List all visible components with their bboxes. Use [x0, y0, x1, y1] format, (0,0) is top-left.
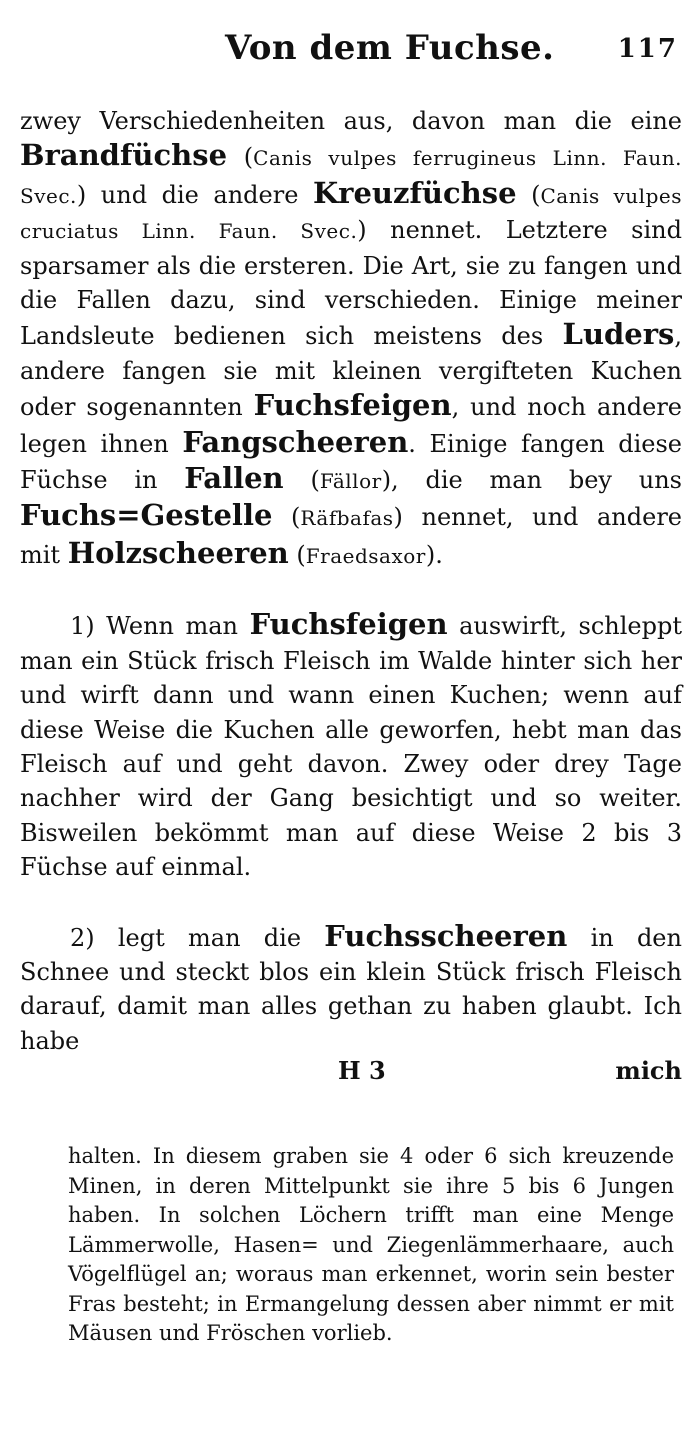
paragraph-intro: zwey Verschiedenheiten aus, davon man die eine Brandfüchse (Canis vulpes ferrugineus Linn. Faun. Svec.) und die andere Kreuzfüchse (Canis vulpes cruciatus Linn. Faun. Svec.) nennet. Letztere sind sparsamer als die ersteren. Die Art, sie zu fangen und die Fallen dazu, sind verschieden. Einige meiner Landsleute bedienen sich meistens des Luders, andere fangen sie mit kleinen vergifteten Kuchen oder sogenannten Fuchsfeigen, und noch andere legen ihnen Fangscheeren. Einige fangen diese Füchse in Fallen (Fällor), die man bey uns Fuchs=Gestelle (Räfbafas) nennet, und andere mit Holzscheeren (Fraedsaxor).	[20, 107, 683, 570]
swedish-term: Fraedsaxor	[305, 543, 426, 568]
term-kreuzfuchse: Kreuzfüchse	[312, 175, 517, 210]
term-fuchs-gestelle: Fuchs=Gestelle	[20, 498, 273, 533]
page-header	[0, 28, 700, 78]
swedish-term: Fällor	[319, 469, 382, 494]
term-fuchsscheeren: Fuchsscheeren	[324, 918, 568, 953]
swedish-term: Räfbafas	[300, 506, 394, 531]
paragraph-method-2: 2) legt man die Fuchsscheeren in den Schnee und steckt blos ein klein Stück frisch Fleisch darauf, damit man alles gethan zu haben glaubt. Ich habe	[20, 918, 682, 1055]
running-title: Von dem Fuchse.	[225, 28, 555, 68]
term-fallen: Fallen	[184, 461, 284, 496]
term-holzscheeren: Holzscheeren	[67, 535, 289, 570]
latin-name: Canis vulpes cruciatus Linn. Faun. Svec.	[20, 183, 682, 244]
next-page-fragment: halten. In diesem graben sie 4 oder 6 sich kreuzende Minen, in deren Mittelpunkt sie ihre 5 bis 6 Jungen haben. In solchen Löchern trifft man eine Menge Lämmerwolle, Hasen= und Ziegenlämmerhaare, auch Vögelflügel an; woraus man erkennet, worin sein bester Fras besteht; in Ermangelung dessen aber nimmt er mit Mäusen und Fröschen vorlieb.	[68, 1144, 674, 1345]
latin-name: Canis vulpes ferrugineus Linn. Faun. Svec.	[20, 146, 682, 208]
page-number: 117	[617, 34, 678, 64]
paragraph-method-1: 1) Wenn man Fuchsfeigen auswirft, schleppt man ein Stück frisch Fleisch im Walde hinter sich her und wirft dann und wann einen Kuchen; wenn auf diese Weise die Kuchen alle geworfen, hebt man das Fleisch auf und geht davon. Zwey oder drey Tage nachher wird der Gang besichtigt und so weiter. Bisweilen bekömmt man auf diese Weise 2 bis 3 Füchse auf einmal.	[20, 607, 683, 882]
term-fuchsfeigen: Fuchsfeigen	[249, 607, 448, 642]
term-fuchsfeigen: Fuchsfeigen	[253, 388, 452, 423]
term-brandfuchse: Brandfüchse	[20, 138, 228, 173]
page-footer	[20, 1054, 682, 1094]
main-text	[20, 104, 682, 1094]
signature-mark: H 3	[338, 1056, 386, 1086]
term-luders: Luders	[562, 317, 675, 352]
catchword: mich	[615, 1056, 682, 1086]
term-fangscheeren: Fangscheeren	[182, 424, 409, 459]
